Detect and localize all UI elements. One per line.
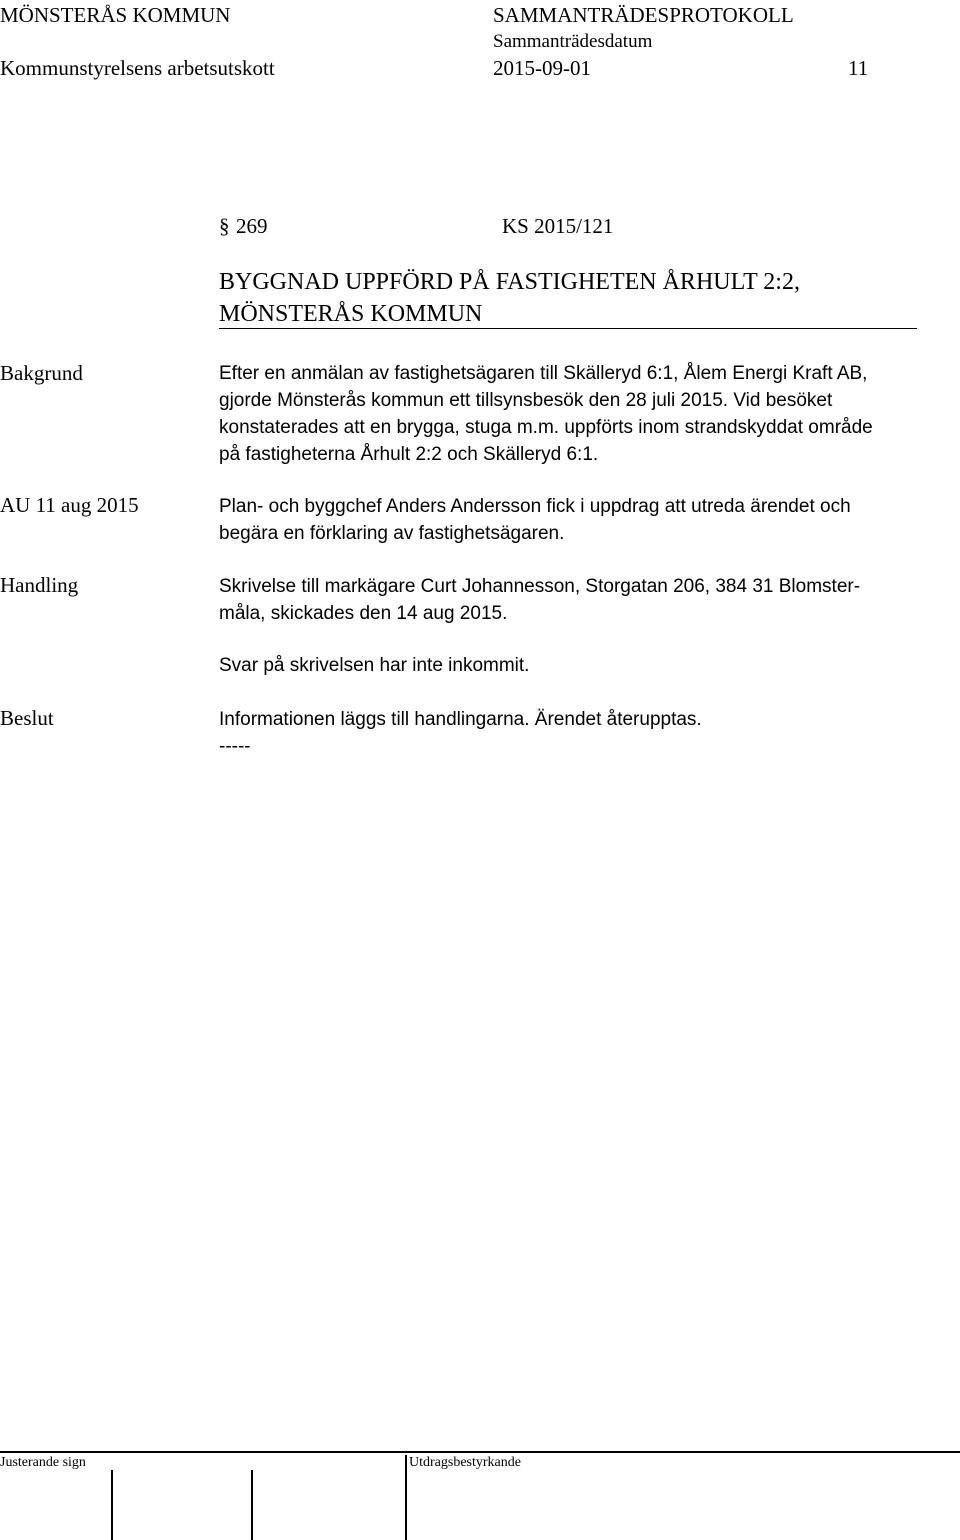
handling-line: Skrivelse till markägare Curt Johannesson, Storgatan 206, 384 31 Blomster- <box>219 576 861 597</box>
signature-box-divider <box>405 1455 407 1540</box>
bakgrund-line: gjorde Mönsterås kommun ett tillsynsbesök den 28 juli 2015. Vid besöket <box>219 390 833 411</box>
section-number: 269 <box>236 214 268 238</box>
title-underline <box>219 328 917 329</box>
bakgrund-line: konstaterades att en brygga, stuga m.m. uppförts inom strandskyddat område <box>219 417 873 438</box>
municipality-name: MÖNSTERÅS KOMMUN <box>0 3 231 27</box>
bakgrund-text <box>219 360 939 468</box>
section-title-line-1: BYGGNAD UPPFÖRD PÅ FASTIGHETEN ÅRHULT 2:2, <box>219 269 800 295</box>
page-number: 11 <box>848 56 869 80</box>
date-label: Sammanträdesdatum <box>493 31 653 52</box>
end-marker: ----- <box>219 736 251 757</box>
handling-label: Handling <box>0 573 79 597</box>
svar-line: Svar på skrivelsen har inte inkommit. <box>219 655 530 676</box>
meeting-date: 2015-09-01 <box>493 56 591 80</box>
handling-text <box>219 573 939 627</box>
committee-name: Kommunstyrelsens arbetsutskott <box>0 56 275 80</box>
svar-text <box>219 652 939 679</box>
bakgrund-line: på fastigheterna Århult 2:2 och Skälleryd 6:1. <box>219 444 599 465</box>
footer-rule <box>0 1451 960 1453</box>
bakgrund-line: Efter en anmälan av fastighetsägaren till Skälleryd 6:1, Ålem Energi Kraft AB, <box>219 363 868 384</box>
au-text <box>219 493 939 547</box>
beslut-text <box>219 706 939 760</box>
document-type: SAMMANTRÄDESPROTOKOLL <box>493 3 794 27</box>
beslut-label: Beslut <box>0 706 54 730</box>
signature-box-divider <box>111 1470 113 1540</box>
paragraph-symbol: § <box>219 214 230 238</box>
beslut-line: Informationen läggs till handlingarna. Ärendet återupptas. <box>219 709 702 730</box>
handling-line: måla, skickades den 14 aug 2015. <box>219 603 508 624</box>
section-title-line-2: MÖNSTERÅS KOMMUN <box>219 301 483 327</box>
au-label: AU 11 aug 2015 <box>0 493 139 517</box>
signature-box-divider <box>251 1470 253 1540</box>
au-line: begära en förklaring av fastighetsägaren. <box>219 523 565 544</box>
au-line: Plan- och byggchef Anders Andersson fick i uppdrag att utreda ärendet och <box>219 496 851 517</box>
justerande-label: Justerande sign <box>0 1455 86 1470</box>
bakgrund-label: Bakgrund <box>0 361 83 385</box>
case-number: KS 2015/121 <box>502 214 614 238</box>
utdrag-label: Utdragsbestyrkande <box>409 1455 521 1470</box>
